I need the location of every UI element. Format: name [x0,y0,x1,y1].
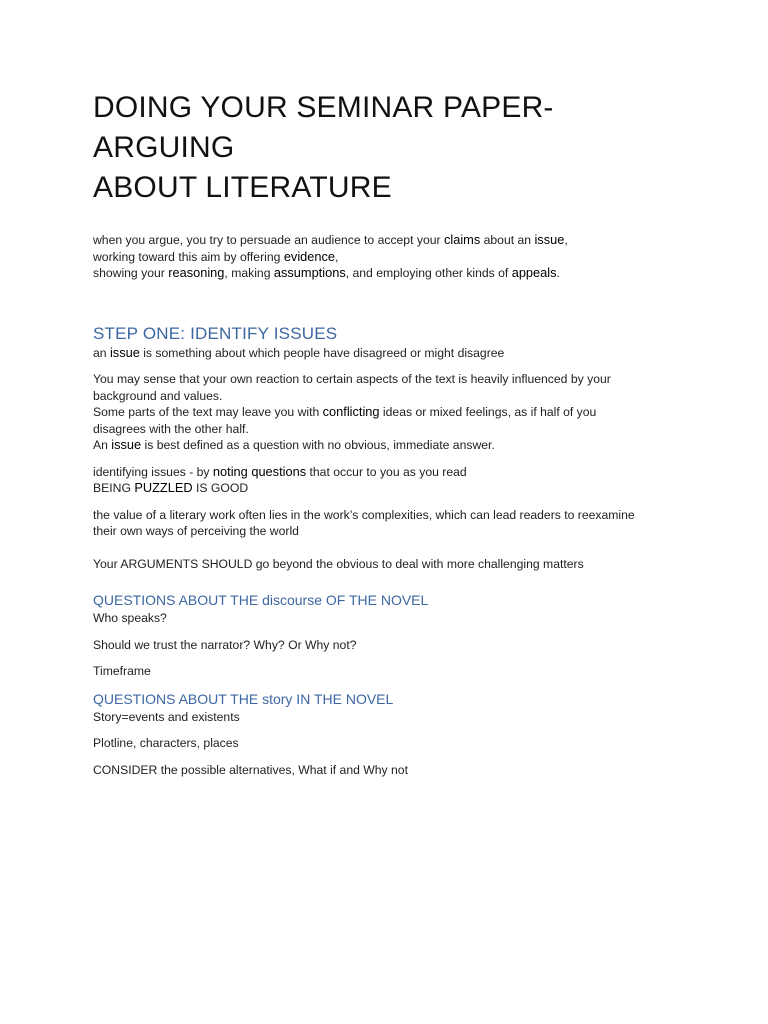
question-item: CONSIDER the possible alternatives, What if and Why not [93,762,408,777]
body-line: You may sense that your own reaction to certain aspects of the text is heavily influenced by your [93,372,611,386]
intro-text: working toward this aim by offering [93,249,284,264]
body-line: the value of a literary work often lies in the work’s complexities, which can lead readers to reexamine [93,507,635,522]
term-claims: claims [443,232,481,247]
intro-text: , and employing other kinds of [345,266,512,280]
body-line [93,480,683,497]
term-puzzled: PUZZLED [134,480,193,495]
page-title [93,88,683,208]
question-item: Plotline, characters, places [93,736,239,750]
body-text: an [93,345,110,360]
term-noting-questions: noting questions [212,463,307,479]
term-reasoning: reasoning [168,265,225,280]
paragraph-arguments: Your ARGUMENTS SHOULD go beyond the obvious to deal with more challenging matters [93,556,584,571]
heading-step-one: STEP ONE: IDENTIFY ISSUES [93,323,338,343]
body-line [93,437,683,454]
document-page [93,88,683,778]
title-line-2: ABOUT LITERATURE [93,171,392,204]
paragraph-identifying [93,464,683,497]
intro-text: . [556,266,560,280]
body-line [93,404,683,421]
intro-text: , [335,249,339,264]
issue-definition [93,345,683,362]
intro-text: about an [480,233,535,247]
title-line-1: DOING YOUR SEMINAR PAPER- ARGUING [93,91,554,164]
body-line: disagrees with the other half. [93,421,249,436]
body-line: their own ways of perceiving the world [93,524,299,538]
body-text: is best defined as a question with no obvious, immediate answer. [141,438,495,452]
intro-paragraph [93,232,683,282]
term-appeals: appeals [511,265,557,280]
body-line [93,464,683,481]
paragraph-reactions [93,371,683,454]
term-conflicting: conflicting [322,404,380,419]
body-line: background and values. [93,388,223,403]
intro-text: , making [224,266,274,280]
intro-text: showing your [93,266,169,280]
question-item: Who speaks? [93,611,167,625]
term-evidence: evidence [283,248,336,264]
question-item: Should we trust the narrator? Why? Or Why not? [93,637,357,652]
intro-text: , [564,233,568,247]
term-issue: issue [109,344,140,360]
body-text: An [93,438,112,452]
body-text: ideas or mixed feelings, as if half of you [379,405,597,419]
term-issue: issue [111,437,142,452]
body-text: BEING [93,481,135,495]
question-item: Story=events and existents [93,709,240,724]
intro-line-2 [93,249,683,266]
question-item: Timeframe [93,664,151,678]
term-assumptions: assumptions [273,265,346,280]
body-text: Some parts of the text may leave you with [93,405,323,419]
intro-line-1 [93,232,683,249]
body-text: identifying issues - by [93,464,213,479]
body-text: that occur to you as you read [306,464,467,479]
intro-text: when you argue, you try to persuade an audience to accept your [93,233,444,247]
body-text: is something about which people have disagreed or might disagree [139,345,505,360]
heading-discourse: QUESTIONS ABOUT THE discourse OF THE NOVEL [93,592,429,608]
intro-line-3 [93,265,683,282]
body-text: IS GOOD [192,481,249,495]
term-issue: issue [534,232,565,247]
heading-story: QUESTIONS ABOUT THE story IN THE NOVEL [93,690,394,707]
paragraph-value [93,507,683,540]
